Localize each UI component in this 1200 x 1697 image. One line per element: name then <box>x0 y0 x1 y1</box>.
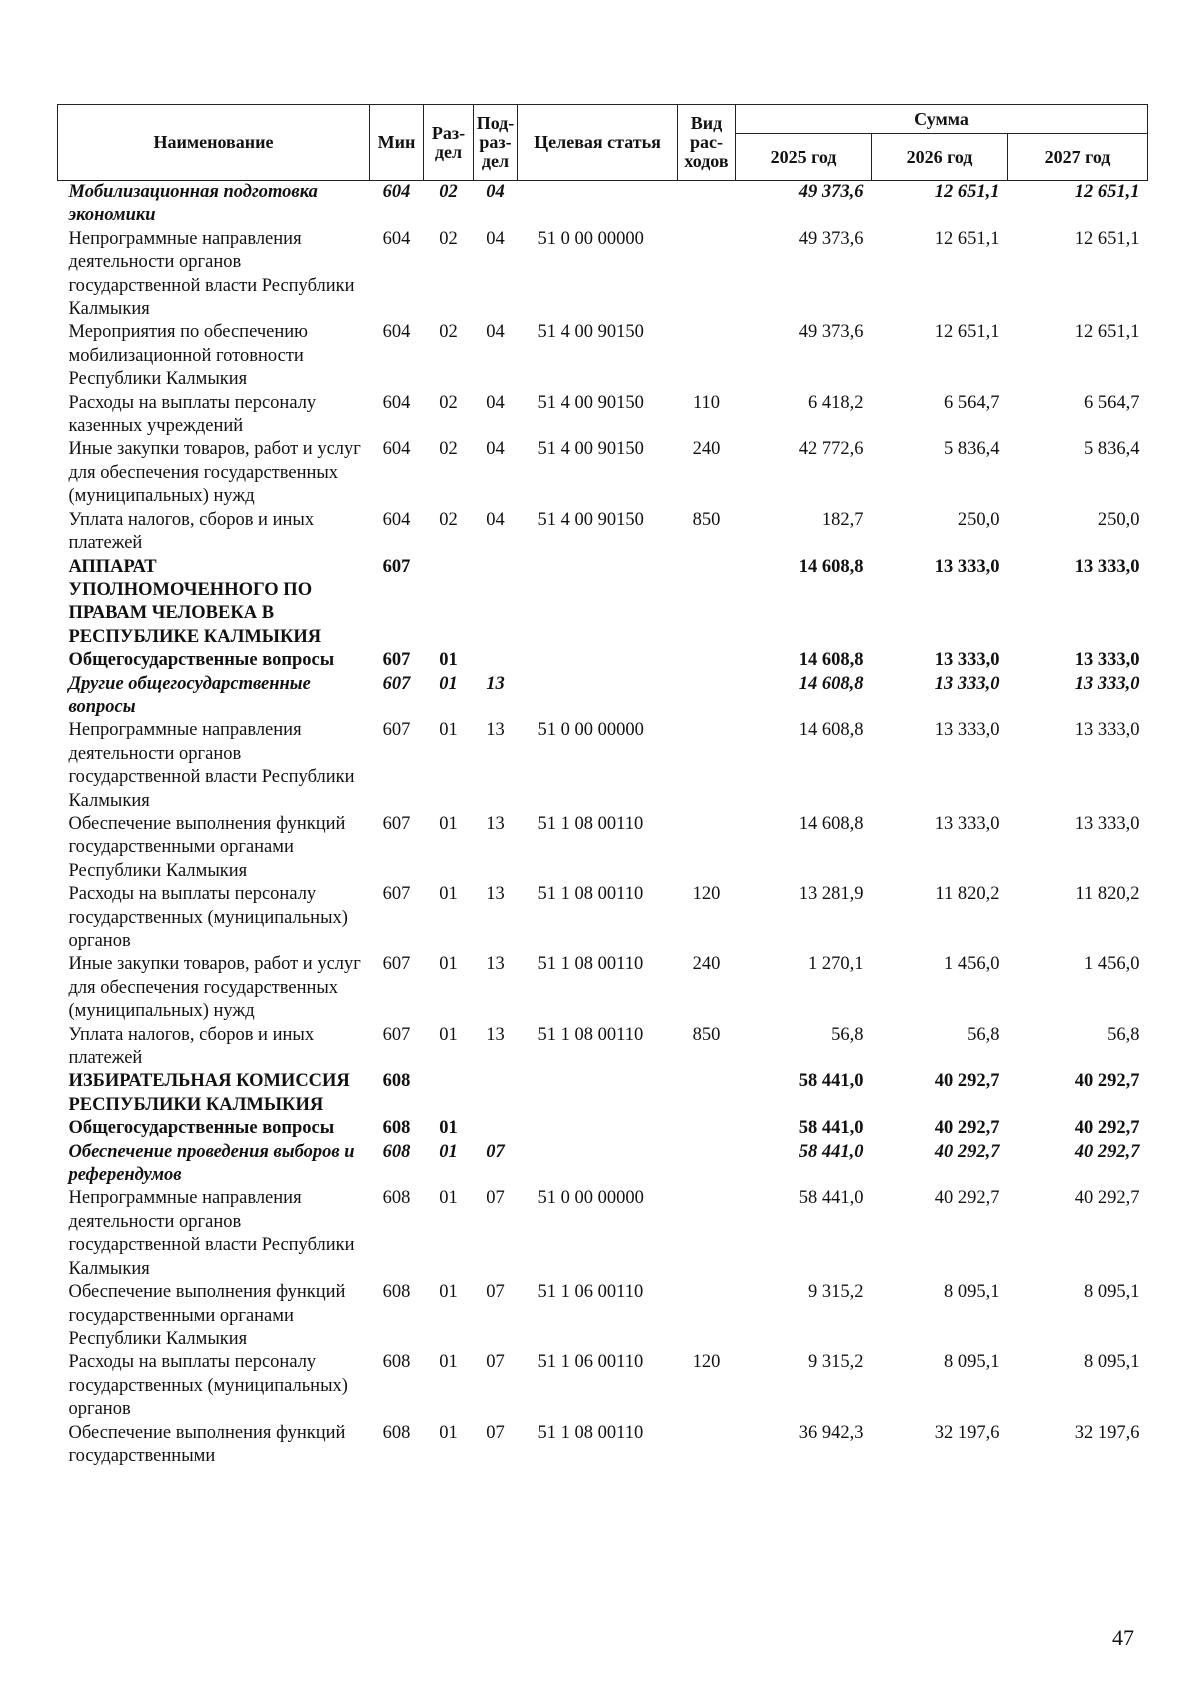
cell-name: Непрограммные направления деятельности органов государственной власти Республики Калмыкия <box>68 228 355 320</box>
cell-min: 608 <box>382 1118 411 1139</box>
cell-2026: 13 333,0 <box>934 650 1000 671</box>
cell-razdel: 01 <box>439 1188 458 1209</box>
cell-name: Общегосударственные вопросы <box>68 650 335 671</box>
cell-2027: 13 333,0 <box>1074 813 1140 834</box>
cell-vid: 120 <box>692 1352 721 1373</box>
cell-name: Обеспечение проведения выборов и референдумов <box>68 1141 355 1186</box>
cell-2027: 40 292,7 <box>1074 1188 1140 1209</box>
cell-celevaya <box>518 556 678 650</box>
cell-2025: 14 608,8 <box>798 720 864 741</box>
cell-min: 608 <box>382 1071 411 1092</box>
cell-name: АППАРАТ УПОЛНОМОЧЕННОГО ПО ПРАВАМ ЧЕЛОВЕКА В РЕСПУБЛИКЕ КАЛМЫКИЯ <box>68 556 322 647</box>
cell-2027: 250,0 <box>1097 509 1140 530</box>
cell-vid <box>678 1070 736 1117</box>
cell-2025: 42 772,6 <box>798 439 864 460</box>
cell-razdel: 01 <box>439 1141 458 1162</box>
cell-2026: 56,8 <box>967 1024 1000 1045</box>
cell-podrazdel: 04 <box>486 509 505 530</box>
cell-2025: 56,8 <box>831 1024 864 1045</box>
cell-razdel <box>424 1070 474 1117</box>
table-row <box>58 1070 1148 1117</box>
cell-celevaya: 51 1 08 00110 <box>537 1422 644 1443</box>
cell-podrazdel <box>474 556 518 650</box>
header-celevaya: Целевая статья <box>518 105 678 181</box>
cell-min: 604 <box>382 322 411 343</box>
cell-razdel: 02 <box>439 509 458 530</box>
cell-min: 607 <box>382 1024 411 1045</box>
table-row <box>58 673 1148 720</box>
cell-razdel: 01 <box>439 1422 458 1443</box>
cell-vid <box>678 1281 736 1351</box>
cell-celevaya: 51 4 00 90150 <box>537 509 644 530</box>
cell-name: Непрограммные направления деятельности органов государственной власти Республики Калмыкия <box>68 720 355 811</box>
cell-name: Расходы на выплаты персоналу государственных (муниципальных) органов <box>68 884 348 951</box>
cell-2027: 32 197,6 <box>1074 1422 1140 1443</box>
cell-vid <box>678 321 736 391</box>
cell-podrazdel: 13 <box>486 720 505 741</box>
cell-podrazdel: 07 <box>486 1282 505 1303</box>
cell-podrazdel: 04 <box>486 392 505 413</box>
cell-min: 607 <box>382 954 411 975</box>
cell-min: 607 <box>382 884 411 905</box>
budget-table <box>57 104 1148 1468</box>
cell-vid: 110 <box>692 392 721 413</box>
cell-2025: 49 373,6 <box>798 182 864 202</box>
cell-podrazdel <box>474 649 518 672</box>
cell-podrazdel: 04 <box>486 182 505 202</box>
cell-2026: 13 333,0 <box>934 813 1000 834</box>
header-summa: Сумма <box>736 105 1148 134</box>
cell-vid <box>678 181 736 228</box>
cell-name: Иные закупки товаров, работ и услуг для обеспечения государственных (муниципальных) нужд <box>68 954 361 1022</box>
cell-razdel: 01 <box>439 1352 458 1373</box>
cell-vid <box>678 1187 736 1281</box>
cell-podrazdel <box>474 1117 518 1140</box>
cell-2026: 32 197,6 <box>934 1422 1000 1443</box>
cell-2026: 40 292,7 <box>934 1071 1000 1092</box>
cell-celevaya <box>518 1070 678 1117</box>
table-row <box>58 556 1148 650</box>
cell-vid: 240 <box>692 439 721 460</box>
cell-2026: 40 292,7 <box>934 1188 1000 1209</box>
header-razdel: Раз-дел <box>424 105 474 181</box>
cell-min: 608 <box>382 1188 411 1209</box>
cell-vid <box>678 719 736 813</box>
cell-2027: 13 333,0 <box>1074 650 1140 671</box>
cell-celevaya <box>518 673 678 720</box>
cell-name: Мобилизационная подготовка экономики <box>68 182 318 226</box>
header-min: Мин <box>370 105 424 181</box>
cell-razdel: 01 <box>439 1118 458 1139</box>
table-row <box>58 719 1148 813</box>
cell-2026: 12 651,1 <box>934 322 1000 343</box>
header-year-2027: 2027 год <box>1008 134 1148 181</box>
cell-2026: 12 651,1 <box>934 182 1000 202</box>
cell-2025: 49 373,6 <box>798 228 864 249</box>
cell-2026: 8 095,1 <box>944 1352 1000 1373</box>
cell-razdel: 01 <box>439 1282 458 1303</box>
cell-min: 604 <box>382 439 411 460</box>
cell-celevaya: 51 1 08 00110 <box>537 813 644 834</box>
cell-2027: 56,8 <box>1107 1024 1140 1045</box>
table-row <box>58 1117 1148 1140</box>
cell-2027: 11 820,2 <box>1075 884 1140 905</box>
table-row <box>58 1024 1148 1071</box>
cell-min: 608 <box>382 1282 411 1303</box>
cell-celevaya: 51 4 00 90150 <box>537 439 644 460</box>
cell-name: Расходы на выплаты персоналу государственных (муниципальных) органов <box>68 1352 348 1420</box>
cell-2026: 250,0 <box>957 509 1000 530</box>
cell-celevaya: 51 1 06 00110 <box>537 1352 644 1373</box>
cell-2027: 8 095,1 <box>1084 1282 1140 1303</box>
cell-2025: 58 441,0 <box>798 1188 864 1209</box>
cell-celevaya <box>518 1117 678 1140</box>
cell-min: 607 <box>382 556 411 577</box>
header-name: Наименование <box>58 105 370 181</box>
cell-celevaya: 51 0 00 00000 <box>537 1188 644 1209</box>
cell-podrazdel: 13 <box>486 884 505 905</box>
cell-2026: 11 820,2 <box>935 884 1000 905</box>
cell-2026: 13 333,0 <box>934 673 1000 694</box>
cell-razdel: 01 <box>439 720 458 741</box>
cell-2026: 40 292,7 <box>934 1141 1000 1162</box>
table-row <box>58 181 1148 228</box>
cell-2027: 40 292,7 <box>1074 1118 1140 1139</box>
cell-2027: 40 292,7 <box>1074 1141 1140 1162</box>
cell-celevaya <box>518 1141 678 1188</box>
cell-vid: 850 <box>692 1024 721 1045</box>
cell-vid: 240 <box>692 954 721 975</box>
cell-2026: 8 095,1 <box>944 1282 1000 1303</box>
cell-min: 608 <box>382 1352 411 1373</box>
table-header <box>58 105 1148 181</box>
cell-2027: 40 292,7 <box>1074 1071 1140 1092</box>
cell-2025: 58 441,0 <box>798 1071 864 1092</box>
cell-vid <box>678 673 736 720</box>
cell-celevaya: 51 1 08 00110 <box>537 1024 644 1045</box>
cell-2025: 13 281,9 <box>798 884 864 905</box>
cell-podrazdel: 13 <box>486 673 505 694</box>
cell-celevaya: 51 0 00 00000 <box>537 720 644 741</box>
table-row <box>58 953 1148 1023</box>
cell-celevaya: 51 4 00 90150 <box>537 322 644 343</box>
header-year-2026: 2026 год <box>872 134 1008 181</box>
table-row <box>58 438 1148 508</box>
cell-vid <box>678 649 736 672</box>
cell-podrazdel: 07 <box>486 1352 505 1373</box>
cell-min: 607 <box>382 720 411 741</box>
cell-2026: 13 333,0 <box>934 556 1000 577</box>
cell-razdel: 02 <box>439 182 458 202</box>
cell-podrazdel: 07 <box>486 1188 505 1209</box>
cell-2025: 14 608,8 <box>798 673 864 694</box>
cell-razdel <box>424 556 474 650</box>
cell-2025: 182,7 <box>821 509 864 530</box>
cell-podrazdel: 13 <box>486 1024 505 1045</box>
cell-podrazdel: 13 <box>486 813 505 834</box>
cell-razdel: 02 <box>439 439 458 460</box>
cell-2025: 14 608,8 <box>798 813 864 834</box>
cell-razdel: 01 <box>439 884 458 905</box>
cell-2025: 14 608,8 <box>798 650 864 671</box>
cell-razdel: 01 <box>439 813 458 834</box>
table-row <box>58 1422 1148 1469</box>
header-podrazdel: Под-раз-дел <box>474 105 518 181</box>
cell-vid <box>678 813 736 883</box>
cell-razdel: 01 <box>439 1024 458 1045</box>
cell-2027: 13 333,0 <box>1074 556 1140 577</box>
cell-2025: 1 270,1 <box>808 954 864 975</box>
cell-2025: 49 373,6 <box>798 322 864 343</box>
cell-2025: 14 608,8 <box>798 556 864 577</box>
cell-name: Обеспечение выполнения функций государственными органами Республики Калмыкия <box>68 813 346 881</box>
cell-name: Другие общегосударственные вопросы <box>68 673 311 717</box>
cell-2026: 1 456,0 <box>944 954 1000 975</box>
table-row <box>58 228 1148 322</box>
cell-2027: 13 333,0 <box>1074 720 1140 741</box>
cell-min: 604 <box>382 392 411 413</box>
cell-razdel: 01 <box>439 673 458 694</box>
cell-razdel: 02 <box>439 392 458 413</box>
cell-min: 604 <box>382 509 411 530</box>
cell-podrazdel: 07 <box>486 1422 505 1443</box>
cell-razdel: 02 <box>439 322 458 343</box>
cell-vid <box>678 1422 736 1469</box>
table-row <box>58 1281 1148 1351</box>
table-row <box>58 883 1148 953</box>
cell-min: 607 <box>382 650 411 671</box>
cell-podrazdel: 04 <box>486 439 505 460</box>
table-row <box>58 813 1148 883</box>
cell-name: ИЗБИРАТЕЛЬНАЯ КОМИССИЯ РЕСПУБЛИКИ КАЛМЫКИЯ <box>68 1071 350 1115</box>
header-year-2025: 2025 год <box>736 134 872 181</box>
cell-2025: 58 441,0 <box>798 1118 864 1139</box>
cell-2027: 12 651,1 <box>1074 322 1140 343</box>
page-number: 47 <box>1112 1625 1134 1650</box>
cell-2026: 13 333,0 <box>934 720 1000 741</box>
cell-min: 607 <box>382 813 411 834</box>
cell-min: 608 <box>382 1422 411 1443</box>
cell-2025: 9 315,2 <box>808 1282 864 1303</box>
cell-min: 604 <box>382 182 411 202</box>
header-vid: Вид рас-ходов <box>678 105 736 181</box>
cell-podrazdel: 04 <box>486 322 505 343</box>
cell-2026: 12 651,1 <box>934 228 1000 249</box>
cell-2027: 12 651,1 <box>1074 228 1140 249</box>
cell-celevaya <box>518 181 678 228</box>
cell-celevaya <box>518 649 678 672</box>
table-row <box>58 509 1148 556</box>
table-row <box>58 321 1148 391</box>
table-row <box>58 1351 1148 1421</box>
cell-vid <box>678 556 736 650</box>
cell-celevaya: 51 1 08 00110 <box>537 954 644 975</box>
cell-2027: 1 456,0 <box>1084 954 1140 975</box>
cell-name: Общегосударственные вопросы <box>68 1118 335 1139</box>
table-body <box>58 181 1148 1469</box>
cell-2025: 6 418,2 <box>808 392 864 413</box>
cell-2026: 6 564,7 <box>944 392 1000 413</box>
cell-2026: 5 836,4 <box>944 439 1000 460</box>
cell-min: 607 <box>382 673 411 694</box>
cell-2027: 8 095,1 <box>1084 1352 1140 1373</box>
cell-podrazdel <box>474 1070 518 1117</box>
cell-razdel: 01 <box>439 650 458 671</box>
cell-celevaya: 51 1 08 00110 <box>537 884 644 905</box>
cell-celevaya: 51 4 00 90150 <box>537 392 644 413</box>
cell-razdel: 01 <box>439 954 458 975</box>
cell-celevaya: 51 0 00 00000 <box>537 228 644 249</box>
cell-2027: 12 651,1 <box>1074 182 1140 202</box>
cell-podrazdel: 13 <box>486 954 505 975</box>
cell-name: Обеспечение выполнения функций государственными органами Республики Калмыкия <box>68 1282 346 1349</box>
cell-name: Расходы на выплаты персоналу казенных учреждений <box>68 392 317 437</box>
cell-min: 608 <box>382 1141 411 1162</box>
cell-razdel: 02 <box>439 228 458 249</box>
table-row <box>58 649 1148 672</box>
cell-name: Уплата налогов, сборов и иных платежей <box>68 1024 315 1069</box>
cell-2025: 36 942,3 <box>798 1422 864 1443</box>
cell-vid <box>678 1141 736 1188</box>
cell-name: Обеспечение выполнения функций государственными <box>68 1422 346 1466</box>
cell-podrazdel: 07 <box>486 1141 505 1162</box>
cell-2025: 58 441,0 <box>798 1141 864 1162</box>
cell-name: Уплата налогов, сборов и иных платежей <box>68 509 315 554</box>
cell-name: Иные закупки товаров, работ и услуг для обеспечения государственных (муниципальных) нужд <box>68 439 361 507</box>
cell-min: 604 <box>382 228 411 249</box>
table-row <box>58 392 1148 439</box>
cell-celevaya: 51 1 06 00110 <box>537 1282 644 1303</box>
table-row <box>58 1141 1148 1188</box>
cell-name: Непрограммные направления деятельности органов государственной власти Республики Калмыкия <box>68 1188 355 1279</box>
cell-vid: 120 <box>692 884 721 905</box>
table-row <box>58 1187 1148 1281</box>
cell-2027: 5 836,4 <box>1084 439 1140 460</box>
cell-2027: 6 564,7 <box>1084 392 1140 413</box>
cell-podrazdel: 04 <box>486 228 505 249</box>
cell-vid <box>678 1117 736 1140</box>
cell-2027: 13 333,0 <box>1074 673 1140 694</box>
cell-vid <box>678 228 736 322</box>
cell-name: Мероприятия по обеспечению мобилизационной готовности Республики Калмыкия <box>68 322 308 390</box>
cell-vid: 850 <box>692 509 721 530</box>
cell-2025: 9 315,2 <box>808 1352 864 1373</box>
cell-2026: 40 292,7 <box>934 1118 1000 1139</box>
